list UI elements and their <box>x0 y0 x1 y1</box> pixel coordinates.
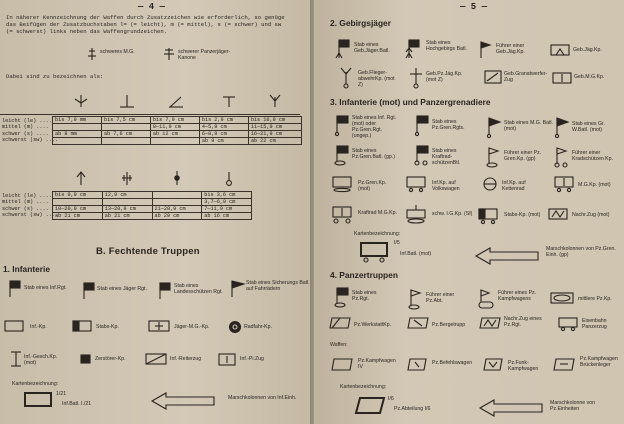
table-cell: ab 16 cm <box>202 213 252 220</box>
flag-staff-icon <box>158 282 172 300</box>
row-label: mittel (m) .... <box>2 124 49 131</box>
mot-label: Inf.Kp. auf Volkswagen <box>432 180 460 192</box>
heavy-at-gun-icon <box>163 47 175 61</box>
table-cell <box>53 138 102 145</box>
table-cell <box>53 124 102 131</box>
flak-icon <box>338 66 354 88</box>
pz-label: Führer eines Pz. Kampfwagens <box>498 290 537 302</box>
geb-label: Geb.M.G.Kp. <box>574 74 605 80</box>
table-cell: 7—11,9 cm <box>202 206 252 213</box>
armored-leader-icon <box>486 146 502 168</box>
table-cell: ab 22 cm <box>248 138 301 145</box>
pz-label: Eisenbahn Panzerzug <box>582 318 607 330</box>
pioneer-platoon-icon <box>218 352 236 366</box>
page-number-right: — 5 — <box>460 2 488 12</box>
mot-label: M.G.Kp. (mot) <box>578 182 611 188</box>
table-cell: bis 9,9 cm <box>53 192 103 199</box>
map2-fraction: I/6 <box>388 396 394 402</box>
table-cell: ab 7,6 cm <box>101 131 150 138</box>
mot-company-icon <box>332 176 354 192</box>
recovery-troop-icon <box>406 316 430 332</box>
table-cell: 12,9 cm <box>102 192 152 199</box>
radio-tank-icon <box>482 358 504 372</box>
table-cell: 3,7—6,9 cm <box>202 199 252 206</box>
mot-staff-company-icon <box>478 208 500 224</box>
company-box-icon <box>4 320 24 332</box>
map2-label: Kartenbezeichnung: <box>340 384 387 390</box>
table-cell: ab 8 mm <box>53 131 102 138</box>
pz-label: mittlere Pz.Kp. <box>578 296 612 302</box>
mg-company-box-icon <box>148 320 172 332</box>
table-cell <box>150 138 199 145</box>
stab-label-2: Stab eines Jäger Rgt. <box>97 286 147 292</box>
infantry-gun-icon <box>10 350 22 368</box>
caliber-table-1 <box>52 116 302 145</box>
unit-label: Zerstörer-Kp. <box>95 356 126 362</box>
table-row <box>53 206 252 213</box>
bridgelayer-tank-icon <box>552 358 576 372</box>
table-cell <box>152 199 202 206</box>
bicycle-wheel-icon <box>228 320 242 334</box>
table-row <box>53 131 302 138</box>
mountain-company-icon <box>550 44 570 56</box>
table-cell: ab 12 cm <box>150 131 199 138</box>
launcher-symbol-icon <box>118 170 136 186</box>
armored-train-icon <box>558 316 580 332</box>
armored-flag-icon <box>334 144 350 166</box>
pennant-flag-icon <box>554 116 570 138</box>
kettenrad-icon <box>482 176 498 192</box>
geb-label: Geb.Flieger-abwehrKp. (mot Z) <box>358 70 395 88</box>
mot-label: Stab eines Gr. W.Batl. (mot) <box>572 121 605 133</box>
mot-label: Stab eines Kraftrad-schützenBtl. <box>432 148 461 166</box>
destroyer-icon <box>80 354 92 364</box>
tank-leader-icon <box>408 288 424 310</box>
antitank-icon <box>408 66 424 88</box>
geb-label: Führer einer Geb.Jäg.Kp. <box>496 43 525 55</box>
geb-label: Geb.Granatwerfer-Zug <box>504 71 548 83</box>
pz-label: Stab eines Pz.Rgt. <box>352 290 377 302</box>
table-cell: 13—20,9 cm <box>102 206 152 213</box>
table-row <box>53 138 302 145</box>
mot-label: Führer einer Kradschützen Kp. <box>572 150 613 162</box>
pz-label: Pz.Funk-Kampfwagen <box>508 360 539 372</box>
mot-label: schw. I.G.Kp. (Sf) <box>432 211 473 217</box>
unit-label: Inf.-Gesch.Kp. (mot) <box>24 354 58 366</box>
mot-label: Stab eines Inf. Rgt. (mot) oder Pz.Gren.Rgt. (ungep.) <box>352 115 397 139</box>
unit-label: Radfahr-Kp. <box>244 324 272 330</box>
medium-tank-company-icon <box>550 292 576 306</box>
map-unit-right: Inf.Batl. (mot) <box>400 251 432 257</box>
motor-flag-icon <box>334 114 350 136</box>
signal-platoon-icon <box>548 208 568 224</box>
sp-infantry-gun-icon <box>406 204 428 224</box>
geb-label: Geb.Pz.Jäg.Kp. (mot Z) <box>426 71 463 83</box>
mountain-flag-icon <box>336 38 352 60</box>
map-fraction-right: I/5 <box>394 240 400 246</box>
table1-top-rule <box>0 114 300 115</box>
motorcycle-flag-icon <box>414 144 430 166</box>
tank-battalion-box-icon <box>354 397 386 415</box>
table-cell: ab 29 cm <box>152 213 202 220</box>
table-cell: ab 9 cm <box>199 138 248 145</box>
table-cell <box>101 124 150 131</box>
weapons-label: Waffen: <box>330 342 348 348</box>
table-cell: bis 7,9 mm <box>53 117 102 124</box>
section-title-b: B. Fechtende Truppen <box>96 246 200 257</box>
section-3-title: 3. Infanterie (mot) und Panzergrenadiere <box>330 97 491 107</box>
motorcycle-mg-icon <box>332 206 354 224</box>
leader-flag-icon <box>478 40 492 60</box>
geb-label: Stab eines Geb.Jäger.Batl. <box>354 42 390 54</box>
table-cell: 8—11,9 cm <box>150 124 199 131</box>
map-label-title: Kartenbezeichnung: <box>12 381 59 387</box>
section-4-title: 4. Panzertruppen <box>330 270 398 280</box>
right-page <box>314 0 624 424</box>
table-cell: 16—21,9 cm <box>248 131 301 138</box>
mot-label: Stab eines Pz.Gren.Batl. (gp.) <box>352 148 395 160</box>
pz-label: Nachr.Zug eines Pz.Rgt. <box>504 316 542 328</box>
mot-mg-company-icon <box>554 176 576 192</box>
march-column-arrow-icon <box>150 391 216 411</box>
table-cell <box>101 138 150 145</box>
pz-label: Pz.Bergetrupp <box>432 322 466 328</box>
command-tank-icon <box>406 358 428 372</box>
mot-label: Pz.Gren.Kp. (mot) <box>358 180 387 192</box>
tank-iv-icon <box>330 358 354 372</box>
unit-label: Inf.-Kp. <box>30 324 47 330</box>
section-2-title: 2. Gebirgsjäger <box>330 18 391 28</box>
intro-line-2: das Beifügen der Zusatzbuchstaben l= (= leicht), m (= mittel), s (= schwer) und sw <box>6 21 282 28</box>
table-caption: Dabei sind zu bezeichnen als: <box>6 73 104 80</box>
table-row <box>53 117 302 124</box>
map-unit: Inf.Batl. I./21 <box>62 401 92 407</box>
table-cell: bis 10,9 cm <box>248 117 301 124</box>
table-cell: bis 7,5 cm <box>101 117 150 124</box>
mot-label: Kraftrad M.G.Kp. <box>358 210 397 216</box>
intro-line-3: (= schwerst) links neben das Waffengrundzeichen. <box>6 28 168 35</box>
mine-thrower-symbol-icon <box>220 170 238 186</box>
stab-label-4: Stab eines Sicherungs Batl. auf Fahrrädern <box>246 280 310 292</box>
pz-label: Pz.Kampfwagen Brückenleger <box>580 356 618 368</box>
staff-company-box-icon <box>72 320 92 332</box>
geb-label: Stab eines Hochgebirgs Batl. <box>426 40 467 52</box>
pz-label: Pz.WerkstattKp. <box>354 322 392 328</box>
gun-symbol-icon <box>118 93 136 109</box>
unit-label: Inf.-Reiterzug <box>170 356 202 362</box>
row-label: leicht (le) .... <box>2 118 52 124</box>
march-label-right: Marschkolonnen von Pz.Gren. Einh. (gp) <box>546 246 616 258</box>
mot-label: Nachr.Zug (mot) <box>572 212 610 218</box>
table-row <box>53 192 252 199</box>
heavy-mg-icon <box>86 47 98 61</box>
pz-label: Pz.Befehlswagen <box>432 360 473 366</box>
cavalry-platoon-icon <box>145 353 167 365</box>
mot-label: Führer einer Pz. Gren.Kp. (gp) <box>504 150 542 162</box>
map-label-title-right: Kartenbezeichnung: <box>354 231 401 237</box>
tank-flag-icon <box>334 286 350 308</box>
table-cell <box>152 192 202 199</box>
mountain-flag-icon <box>406 38 422 60</box>
pz-label: Führer einer Pz.Abt. <box>426 292 455 304</box>
volkswagen-company-icon <box>406 176 428 192</box>
table-cell: 6—8,9 cm <box>199 131 248 138</box>
table-cell: ab 21 cm <box>53 213 103 220</box>
page-number-left: — 4 — <box>138 2 166 12</box>
row-label: schwerst (sw) .... <box>2 212 59 219</box>
mortar-symbol-icon <box>167 93 185 109</box>
table-cell <box>53 199 103 206</box>
table-cell: bis 2,9 cm <box>199 117 248 124</box>
battalion-box-icon <box>24 392 54 408</box>
flak-symbol-icon <box>266 93 284 109</box>
table-cell: 4—5,9 cm <box>199 124 248 131</box>
subsection-infantry: 1. Infanterie <box>3 264 51 274</box>
table-cell: 11—15,9 cm <box>248 124 301 131</box>
map2-unit: Pz.Abteilung I/6 <box>394 406 431 412</box>
march2-label: Marschkolonne von Pz.Einheiten <box>550 400 595 412</box>
unit-label: Inf.-Pi.Zug <box>240 356 264 362</box>
motor-flag-icon <box>414 114 430 136</box>
pennant-flag-icon <box>486 116 502 138</box>
row-label: leicht (le) .... <box>2 193 52 199</box>
march-label: Marschkolonnen von Inf.Einh. <box>228 395 297 401</box>
stab-label-1: Stab eines Inf.Rgt. <box>24 285 67 291</box>
mortar-platoon-icon <box>484 70 502 84</box>
geb-label: Geb.Jäg.Kp. <box>573 47 602 53</box>
unit-label: Jäger-M.G.-Kp. <box>174 324 210 330</box>
motorcycle-leader-icon <box>554 146 570 168</box>
table-cell: 21—28,9 cm <box>152 206 202 213</box>
table-row <box>53 213 252 220</box>
pz-label: Pz.Kampfwagen IV <box>358 358 396 370</box>
row-labels-2 <box>2 193 58 219</box>
table-cell <box>102 199 152 206</box>
unit-label: Stabs-Kp. <box>96 324 119 330</box>
mot-label: Stabs-Kp. (mot) <box>504 212 541 218</box>
row-labels-1 <box>2 118 58 144</box>
mg-company-icon <box>552 72 572 84</box>
march-column-arrow-icon <box>478 398 544 418</box>
map-fraction: 1/21 <box>56 391 67 397</box>
table-cell: 10—20,9 cm <box>53 206 103 213</box>
row-label: schwer (s) .... <box>2 205 49 212</box>
example-label-pak: schwerer Panzerjäger-Kanone <box>178 49 231 61</box>
mot-battalion-box-icon <box>360 242 392 264</box>
flag-staff-icon <box>82 282 96 300</box>
table-cell: bis 3,6 cm <box>202 192 252 199</box>
table-row <box>53 124 302 131</box>
workshop-company-icon <box>328 316 352 332</box>
mot-label: Stab eines M.G. Batl. (mot) <box>504 120 554 132</box>
mot-label: Inf.Kp. auf Kettenrad <box>502 180 526 192</box>
row-label: mittel (m) .... <box>2 199 49 206</box>
table-row <box>53 199 252 206</box>
tank-vehicle-leader-icon <box>478 288 496 310</box>
flag-staff-icon <box>8 280 22 298</box>
signal-platoon-tank-icon <box>478 316 502 332</box>
mot-label: Stab eines Pz.Gren.Rgts. <box>432 119 465 131</box>
caliber-table-2 <box>52 191 252 220</box>
infantry-gun-symbol-icon <box>220 93 238 109</box>
table-cell: bis 7,9 cm <box>150 117 199 124</box>
march-column-arrow-icon <box>474 246 540 266</box>
stab-label-3: Stab eines Landesschützen Rgt. <box>174 283 223 295</box>
example-label-mg: schweres M.G. <box>100 49 135 55</box>
table-cell: ab 21 cm <box>102 213 152 220</box>
intro-line-1: In näherer Kennzeichnung der Waffen durch Zusatzzeichen wie erforderlich, so genüge <box>6 14 285 21</box>
row-label: schwer (s) .... <box>2 130 49 137</box>
arrow-up-symbol-icon <box>72 170 90 186</box>
mg-symbol-icon <box>72 93 90 109</box>
row-label: schwerst (sw) .... <box>2 137 59 144</box>
rocket-symbol-icon <box>168 170 186 186</box>
